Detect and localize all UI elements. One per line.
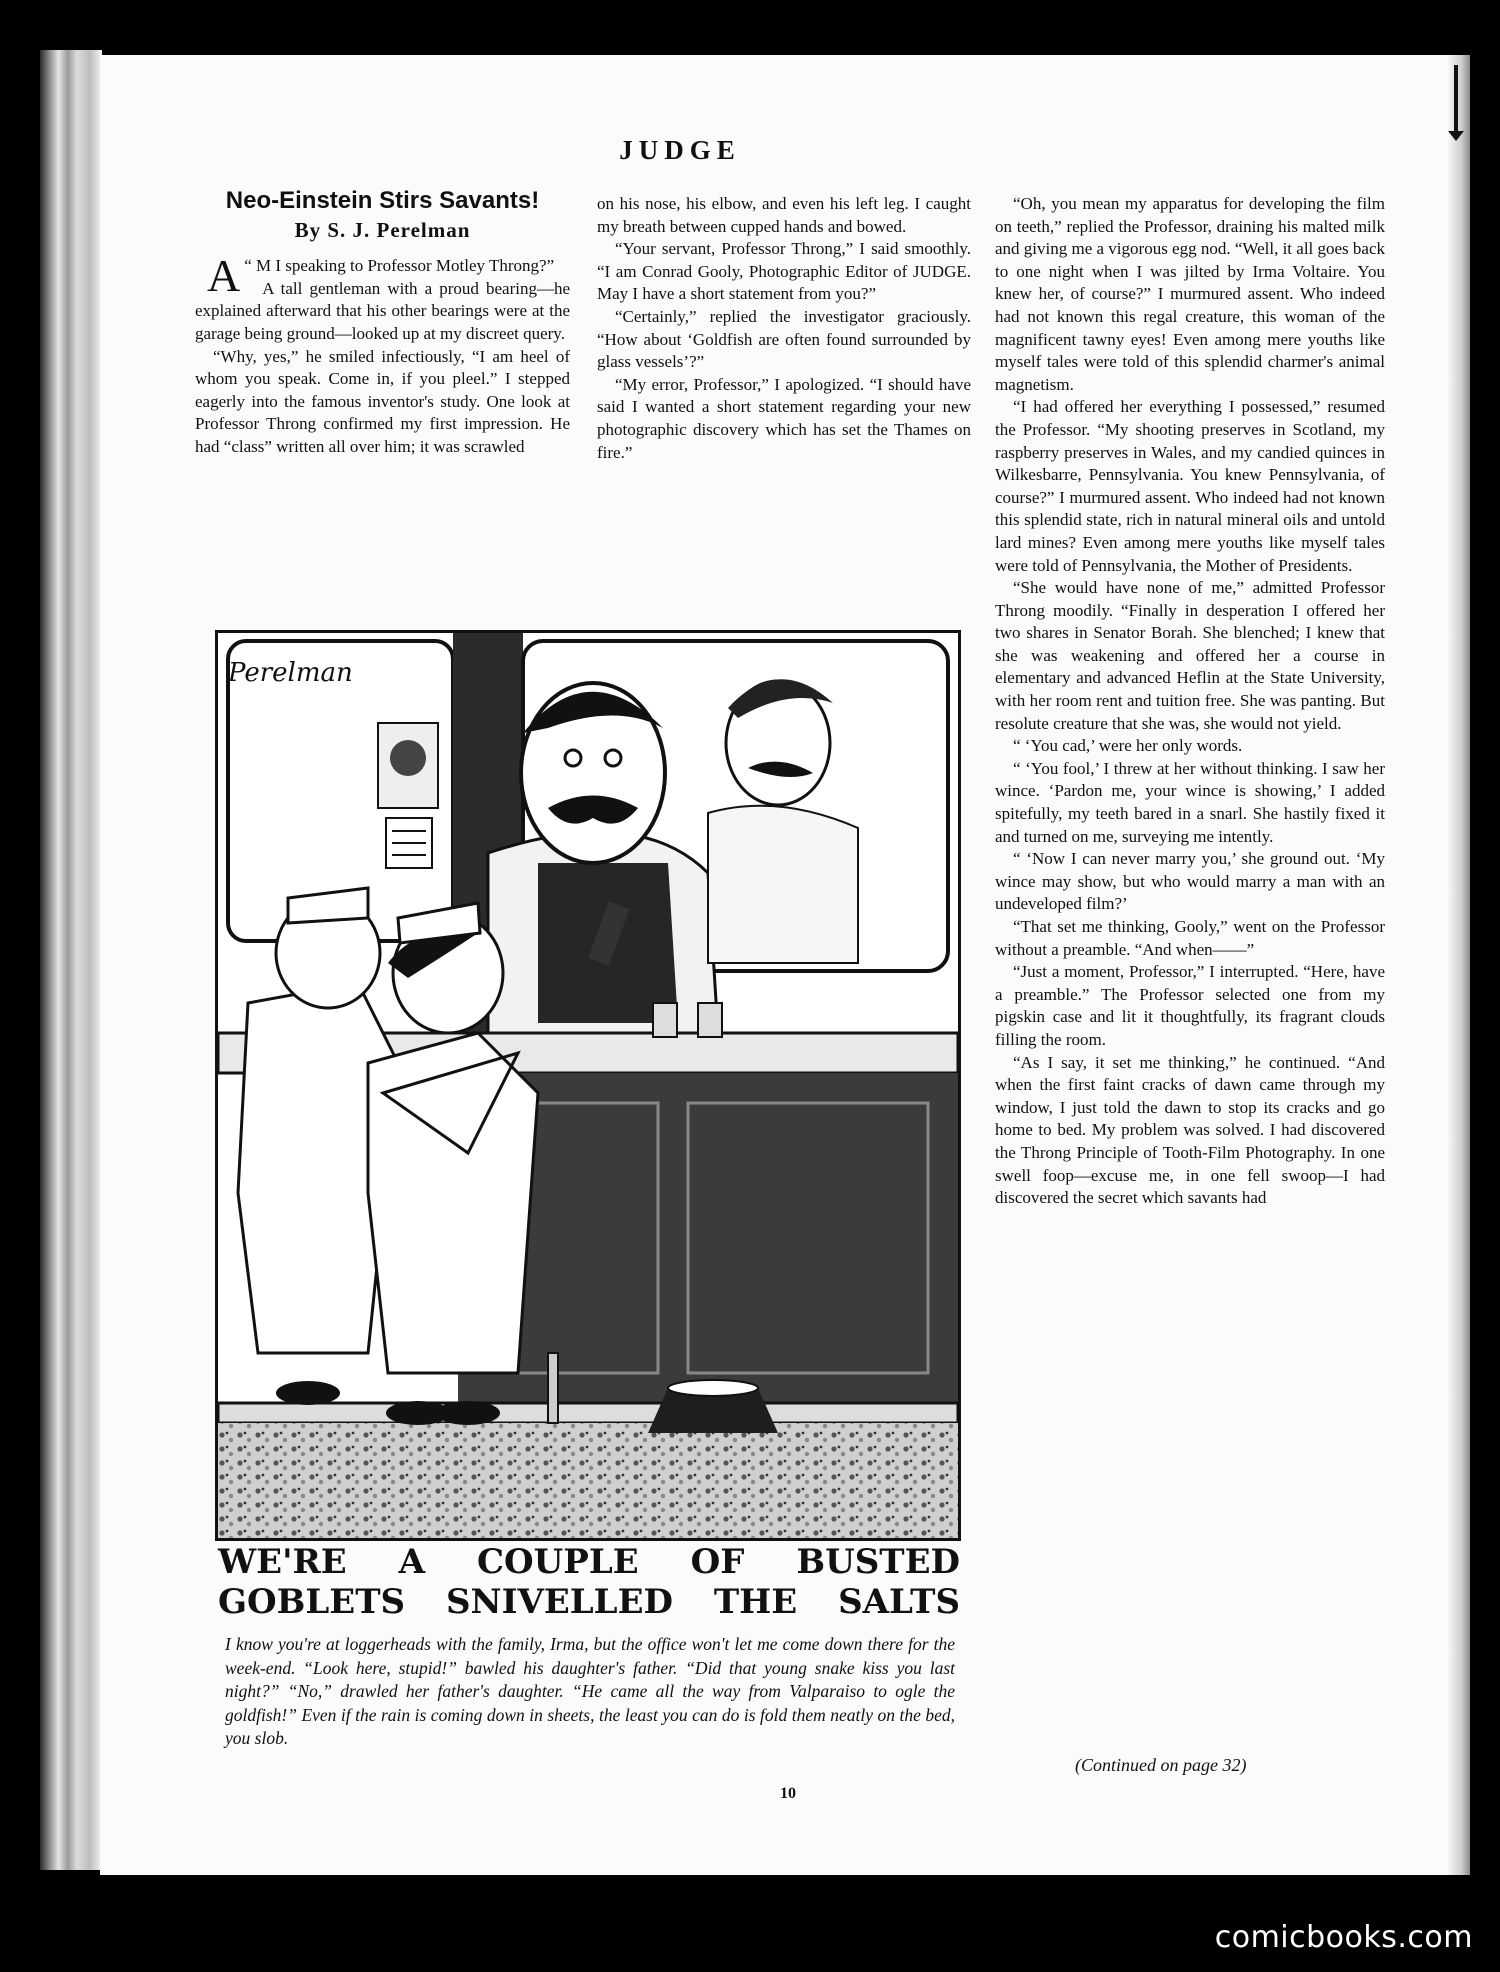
paragraph: “ ‘You cad,’ were her only words. <box>1013 736 1243 756</box>
sailor-right <box>368 1033 538 1373</box>
magazine-page <box>100 55 1470 1875</box>
shot-glass <box>653 1003 677 1037</box>
paragraph: A tall gentleman with a proud bearing—he explained afterward that his other bearings were at the garage being ground—looked up at my discreet query. <box>195 278 570 343</box>
cartoon-caption: I know you're at loggerheads with the family, Irma, but the office won't let me come down there for the week-end. “Look here, stupid!” bawled his daughter's father. “Did that young snake kiss you last night?” “No,” drawled her father's daughter. “He came all the way from Valparaiso to ogle the goldfish!” Even if the rain is coming down in sheets, the least you can do is fold them neatly on the bed, you slob. <box>225 1634 955 1748</box>
cartoon-headline-1: WE'RE A COUPLE OF BUSTED <box>218 1542 960 1582</box>
paragraph: “My error, Professor,” I apologized. “I should have said I wanted a short statement regarding your new photographic discovery which has set the Thames on fire.” <box>597 374 971 462</box>
paragraph: on his nose, his elbow, and even his left leg. I caught my breath between cupped hands and bowed. <box>597 194 971 236</box>
paragraph: “I had offered her everything I possessed,” resumed the Professor. “My shooting preserves in Scotland, my raspberry preserves in Wales, and my candied quinces in Wilkesbarre, Pennsylvania. You knew Pennsylvania, of course?” I murmured assent. Who indeed had not known this splendid state, rich in natural mineral oils and untold lard mines? Even among mere youths like myself tales were told of Pennsylvania, the Mother of Presidents. <box>995 397 1385 575</box>
drop-cap: A <box>207 250 241 302</box>
page-number: 10 <box>780 1785 796 1802</box>
paragraph: “ ‘Now I can never marry you,’ she ground out. ‘My wince may show, but who would marry a man with an undeveloped film?’ <box>995 849 1385 914</box>
article-column-2 <box>597 193 971 464</box>
bookmark-tab <box>1454 65 1458 135</box>
artist-signature: Perelman <box>228 658 353 688</box>
cartoon-illustration <box>215 630 961 1541</box>
byline: By S. J. Perelman <box>294 217 471 242</box>
article-title: Neo-Einstein Stirs Savants! <box>225 187 540 214</box>
masthead: JUDGE <box>619 135 741 165</box>
article-column-3 <box>995 193 1385 1210</box>
paragraph: “Oh, you mean my apparatus for developing the film on teeth,” replied the Professor, draining his malted milk and giving me a vigorous egg nod. “Well, it all goes back to one night when I was jilted by Irma Voltaire. You knew her, of course?” I murmured assent. Who indeed had not known this regal creature, this woman of the magnificent tawny eyes! Even among mere youths like myself tales were told of this splendid charmer's animal magnetism. <box>995 194 1386 394</box>
paragraph: “Just a moment, Professor,” I interrupted. “Here, have a preamble.” The Professor selected one from my pigskin case and lit it thoughtfully, its fragrant clouds filling the room. <box>995 962 1385 1049</box>
tiled-floor <box>218 1423 958 1538</box>
cartoon-headline-2: GOBLETS SNIVELLED THE SALTS <box>218 1582 960 1622</box>
paragraph: “ ‘You fool,’ I threw at her without thinking. I saw her wince. ‘Pardon me, your wince is showing,’ I added spitefully, my teeth bared in a snarl. She hastily fixed it and turned on me, surveying me intently. <box>995 758 1385 846</box>
paragraph: A “ M I speaking to Professor Motley Throng?” <box>207 250 555 302</box>
page-edge <box>1448 55 1470 1875</box>
shot-glass <box>698 1003 722 1037</box>
continued-note: (Continued on page 32) <box>1075 1755 1247 1775</box>
paragraph: “She would have none of me,” admitted Professor Throng moodily. “Finally in desperation I offered her two shares in Senator Borah. She blenched; I knew that she was weakening and offered her a course in elementary and advanced Heflin at the State University, with her room rent and tuition free. She was panting. But resolute creature that she was, she would not yield. <box>995 578 1385 733</box>
article-column-1 <box>195 187 570 459</box>
paragraph: “Why, yes,” he smiled infectiously, “I am heel of whom you speak. Come in, if you pleel.” I stepped eagerly into the famous inventor's study. One look at Professor Throng confirmed my first impression. He had “class” written all over him; it was scrawled <box>195 346 570 456</box>
watermark: comicbooks.com <box>1214 1920 1473 1955</box>
paragraph: “That set me thinking, Gooly,” went on the Professor without a preamble. “And when——” <box>995 917 1385 959</box>
bar-scene-drawing <box>218 633 958 1538</box>
book-binding <box>40 50 102 1870</box>
paragraph: “Your servant, Professor Throng,” I said smoothly. “I am Conrad Gooly, Photographic Editor of JUDGE. May I have a short statement from you?” <box>597 239 971 304</box>
paragraph: “Certainly,” replied the investigator graciously. “How about ‘Goldfish are often found surrounded by glass vessels’?” <box>597 306 971 372</box>
paragraph: “As I say, it set me thinking,” he continued. “And when the first faint cracks of dawn came through my window, I just told the dawn to stop its cracks and go home to bed. My problem was solved. I had discovered the Throng Principle of Tooth-Film Photography. In one swell foop—excuse me, in one fell swoop—I had discovered the secret which savants had <box>995 1052 1385 1208</box>
